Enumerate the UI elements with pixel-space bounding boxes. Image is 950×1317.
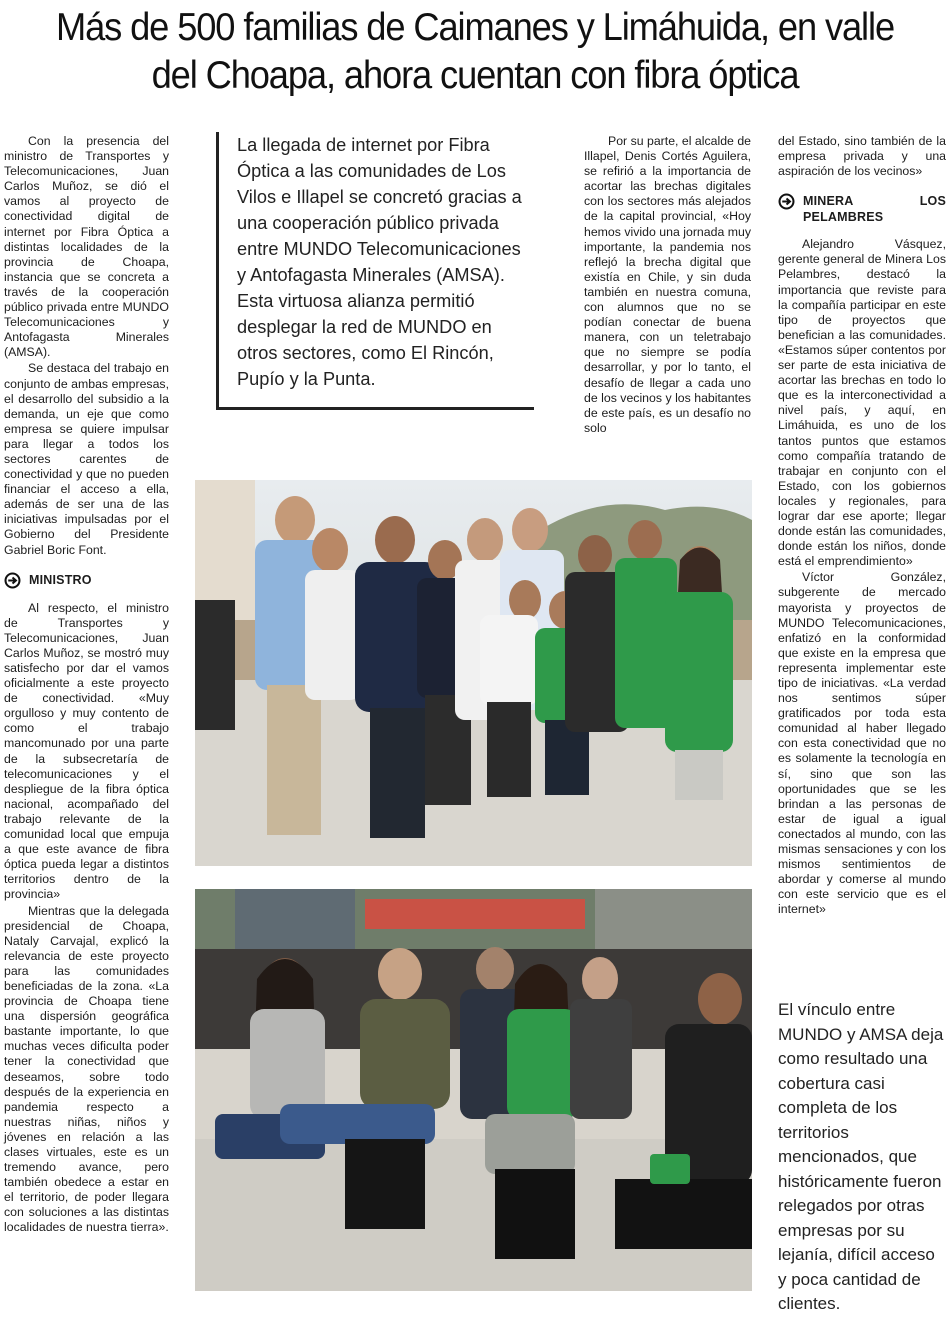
- paragraph: Alejandro Vásquez, gerente general de Minera Los Pelambres, destacó la importancia que reviste para la compañía participar en este tipo de proyectos que benefician a las comunidades. «Estamos súper contentos por ser parte de esta iniciativa de acortar las brechas en todo lo que es la interconectividad a nivel país, y aquí, en Limáhuida, es uno de los tantos puntos que estamos como compañía tratando de trabajar en conjunto con el Estado, con los gobiernos locales y regionales, para lograr dar ese aporte; llegar donde están las comunidades, donde están los niños, donde está el emprendimiento»: [778, 237, 946, 569]
- article-column-4: [778, 134, 946, 918]
- circled-arrow-icon: [4, 572, 21, 589]
- section-heading-ministro: [4, 572, 169, 589]
- audience-photo: [195, 889, 752, 1291]
- section-heading-label: MINERA LOS PELAMBRES: [803, 194, 946, 225]
- paragraph: Por su parte, el alcalde de Illapel, Denis Cortés Aguilera, se refirió a la importancia de acortar las brechas digitales con los sectores más alejados de la capital provincial, «Hoy hemos vivido una jornada muy importante, la pandemia nos reflejó la brecha digital que existía en Chile, y sin duda también en nuestra comuna, con alumnos que no se podían conectar de buena manera, con un teletrabajo que no siempre se podía desarrollar, y por lo tanto, el desafío de llegar a cada uno de los vecinos y los habitantes de este país, es un desafío no solo: [584, 134, 751, 435]
- paragraph: del Estado, sino también de la empresa privada y una aspiración de los vecinos»: [778, 134, 946, 179]
- paragraph: Al respecto, el ministro de Transportes y Telecomunicaciones, Juan Carlos Muñoz, se mostró muy satisfecho por dar el vamos oficialmente a este proyecto de conectividad. «Muy orgulloso y muy contento de como el trabajo mancomunado por una parte de la subsecretaría de telecomunicaciones y el despliegue de la fibra óptica nacional, acompañado del trabajo relevante de la comunidad local que empuja a que este avance de fibra óptica pueda legar a distintos territorios dentro de la provincia»: [4, 600, 169, 902]
- group-photo: [195, 480, 752, 866]
- pull-quote-text: La llegada de internet por Fibra Óptica a las comunidades de Los Vilos e Illapel se concretó gracias a una cooperación público privada entre MUNDO Telecomunicaciones y Antofagasta Minerales (AMSA). Esta virtuosa alianza permitió desplegar la red de MUNDO en otros sectores, como El Rincón, Pupío y la Punta.: [237, 135, 522, 389]
- section-heading-label: MINISTRO: [29, 572, 92, 587]
- article-column-1: [4, 134, 169, 1236]
- paragraph: Con la presencia del ministro de Transportes y Telecomunicaciones, Juan Carlos Muñoz, se dió el vamos al proyecto de conectividad digital de internet por Fibra Óptica a distintas localidades de la provincia de Choapa, instancia que se concreta a través de la cooperación público privada entre MUNDO Telecomunicaciones y Antofagasta Minerales (AMSA).: [4, 134, 169, 360]
- closing-highlight-text: El vínculo entre MUNDO y AMSA deja como resultado una cobertura casi completa de los territorios mencionados, que históricamente fueron relegados por otras empresas por su lejanía, difícil acceso y poca cantidad de clientes.: [778, 1000, 944, 1313]
- paragraph: Mientras que la delegada presidencial de Choapa, Nataly Carvajal, explicó la relevancia de este proyecto para las comunidades beneficiadas de la zona. «La provincia de Choapa tiene una dispersión geográfica bastante importante, lo que muchas veces dificulta poder tener la conectividad que deseamos, sobre todo después de la experiencia en pandemia respecto a nuestras niñas, niños y jóvenes en relación a las clases virtuales, este es un tremendo avance, pero también obedece a estar en el territorio, de poder llegara con soluciones a las distintas localidades de nuestra tierra».: [4, 903, 169, 1235]
- paragraph: Víctor González, subgerente de mercado mayorista y proyectos de MUNDO Telecomunicaciones, enfatizó en la conformidad que existe en la empresa que representa implementar este tipo de iniciativas. «La verdad nos sentimos súper gratificados por toda esta comunidad al haber llegado con esta conectividad que no es solamente la tecnología en sí, sino que son las oportunidades que se les brindan a las personas de estar de igual a igual conectados al mundo, con las mismas sensaciones y con los mismos sentimientos de abordar y comerse al mundo con este servicio que es el internet»: [778, 570, 946, 917]
- section-heading-minera: [778, 193, 946, 225]
- pull-quote: [216, 132, 534, 410]
- headline: Más de 500 familias de Caimanes y Limáhuida, en valle del Choapa, ahora cuentan con fibra óptica: [55, 6, 895, 97]
- circled-arrow-icon: [778, 193, 795, 210]
- closing-highlight: [778, 998, 948, 1317]
- paragraph: Se destaca del trabajo en conjunto de ambas empresas, el desarrollo del subsidio a la demanda, un eje que como empresa se quiere impulsar para llegar a todos los sectores carentes de conectividad y que no pueden financiar el acceso a ella, además de ser una de las iniciativas impulsadas por el Gobierno del Presidente Gabriel Boric Font.: [4, 361, 169, 557]
- article-column-3: [584, 134, 751, 436]
